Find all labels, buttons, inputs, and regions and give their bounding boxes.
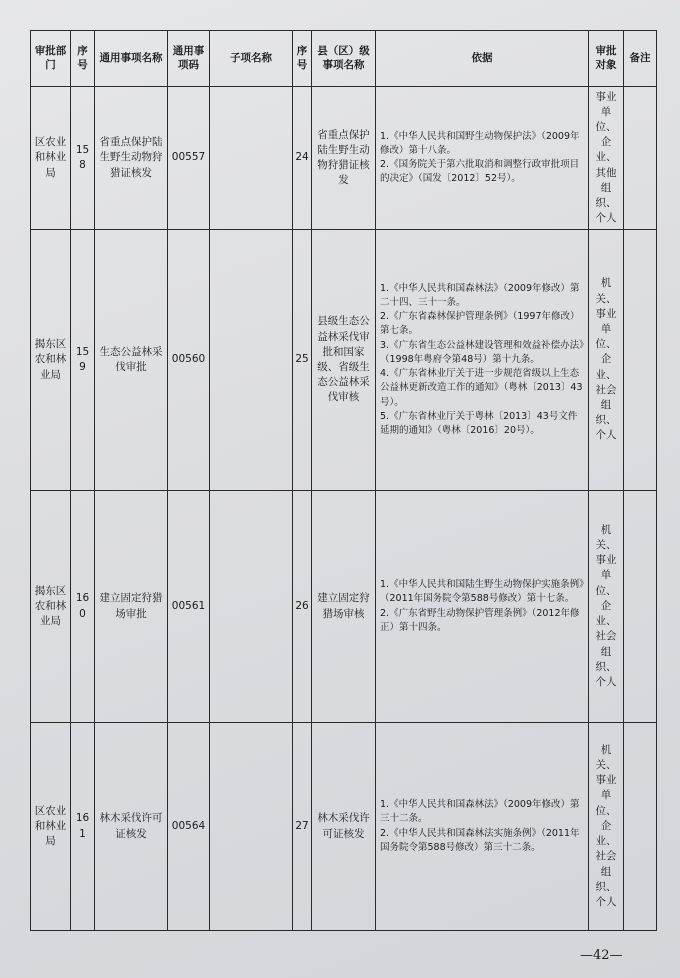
header-row — [31, 31, 657, 87]
target-cell: 事业单位、企业、其他组织、个人 — [589, 87, 624, 230]
county-item-cell: 林木采伐许可证核发 — [312, 723, 376, 931]
basis-line: 1.《中华人民共和国森林法》（2009年修改）第三十二条。 — [380, 799, 580, 825]
note-cell — [624, 491, 657, 723]
sub-name-cell — [210, 723, 293, 931]
target-cell: 机关、事业单位、企业、社会组织、个人 — [589, 723, 624, 931]
no-cell: 158 — [71, 87, 95, 230]
no-cell: 161 — [71, 723, 95, 931]
basis-line: 1.《中华人民共和国森林法》（2009年修改）第二十四、三十一条。 — [380, 282, 580, 308]
sub-no-cell: 25 — [293, 230, 312, 491]
header-dept: 审批部门 — [31, 31, 71, 87]
header-no: 序号 — [71, 31, 95, 87]
page-number: —42— — [580, 948, 623, 963]
basis-cell — [376, 87, 589, 230]
note-cell — [624, 87, 657, 230]
dept-cell: 区农业和林业局 — [31, 87, 71, 230]
header-note: 备注 — [624, 31, 657, 87]
no-cell: 159 — [71, 230, 95, 491]
item-name-cell: 生态公益林采伐审批 — [95, 230, 168, 491]
sub-no-cell: 27 — [293, 723, 312, 931]
basis-cell — [376, 230, 589, 491]
table-row — [31, 723, 657, 931]
basis-line: 4.《广东省林业厅关于进一步规范省级以上生态公益林更新改造工作的通知》（粤林〔2013〕43号）。 — [380, 368, 583, 408]
header-basis: 依据 — [376, 31, 589, 87]
county-item-cell: 县级生态公益林采伐审批和国家级、省级生态公益林采伐审核 — [312, 230, 376, 491]
item-name-cell: 林木采伐许可证核发 — [95, 723, 168, 931]
basis-line: 1.《中华人民共和国野生动物保护法》（2009年修改）第十八条。 — [380, 130, 580, 156]
target-cell: 机关、事业单位、企业、社会组织、个人 — [589, 491, 624, 723]
note-cell — [624, 723, 657, 931]
header-county-item: 县（区）级事项名称 — [312, 31, 376, 87]
header-sub-no: 序号 — [293, 31, 312, 87]
sub-name-cell — [210, 87, 293, 230]
note-cell — [624, 230, 657, 491]
code-cell: 00560 — [168, 230, 210, 491]
code-cell: 00564 — [168, 723, 210, 931]
basis-line: 2.《中华人民共和国森林法实施条例》（2011年国务院令第588号修改）第三十二条。 — [380, 827, 580, 853]
basis-line: 3.《广东省生态公益林建设管理和效益补偿办法》（1998年粤府令第48号）第十九条。 — [380, 339, 584, 365]
table-row — [31, 230, 657, 491]
no-cell: 160 — [71, 491, 95, 723]
basis-cell — [376, 723, 589, 931]
dept-cell: 区农业和林业局 — [31, 723, 71, 931]
code-cell: 00557 — [168, 87, 210, 230]
basis-line: 2.《广东省野生动物保护管理条例》（2012年修正）第十四条。 — [380, 607, 580, 633]
header-target: 审批对象 — [589, 31, 624, 87]
sub-no-cell: 24 — [293, 87, 312, 230]
item-name-cell: 建立固定狩猎场审批 — [95, 491, 168, 723]
basis-line: 1.《中华人民共和国陆生野生动物保护实施条例》（2011年国务院令第588号修改）第十七条。 — [380, 579, 584, 605]
county-item-cell: 建立固定狩猎场审核 — [312, 491, 376, 723]
dept-cell: 揭东区农和林业局 — [31, 230, 71, 491]
basis-cell — [376, 491, 589, 723]
dept-cell: 揭东区农和林业局 — [31, 491, 71, 723]
sub-no-cell: 26 — [293, 491, 312, 723]
county-item-cell: 省重点保护陆生野生动物狩猎证核发 — [312, 87, 376, 230]
table-row — [31, 87, 657, 230]
header-sub-name: 子项名称 — [210, 31, 293, 87]
code-cell: 00561 — [168, 491, 210, 723]
sub-name-cell — [210, 491, 293, 723]
header-item-name: 通用事项名称 — [95, 31, 168, 87]
sub-name-cell — [210, 230, 293, 491]
header-code: 通用事项码 — [168, 31, 210, 87]
approval-items-table — [30, 30, 657, 931]
item-name-cell: 省重点保护陆生野生动物狩猎证核发 — [95, 87, 168, 230]
target-cell: 机关、事业单位、企业、社会组织、个人 — [589, 230, 624, 491]
table-row — [31, 491, 657, 723]
basis-line: 5.《广东省林业厅关于粤林〔2013〕43号文件延期的通知》（粤林〔2016〕20号）。 — [380, 410, 578, 437]
basis-line: 2.《广东省森林保护管理条例》（1997年修改）第七条。 — [380, 311, 580, 337]
basis-line: 2.《国务院关于第六批取消和调整行政审批项目的决定》（国发〔2012〕52号）。 — [380, 159, 580, 185]
